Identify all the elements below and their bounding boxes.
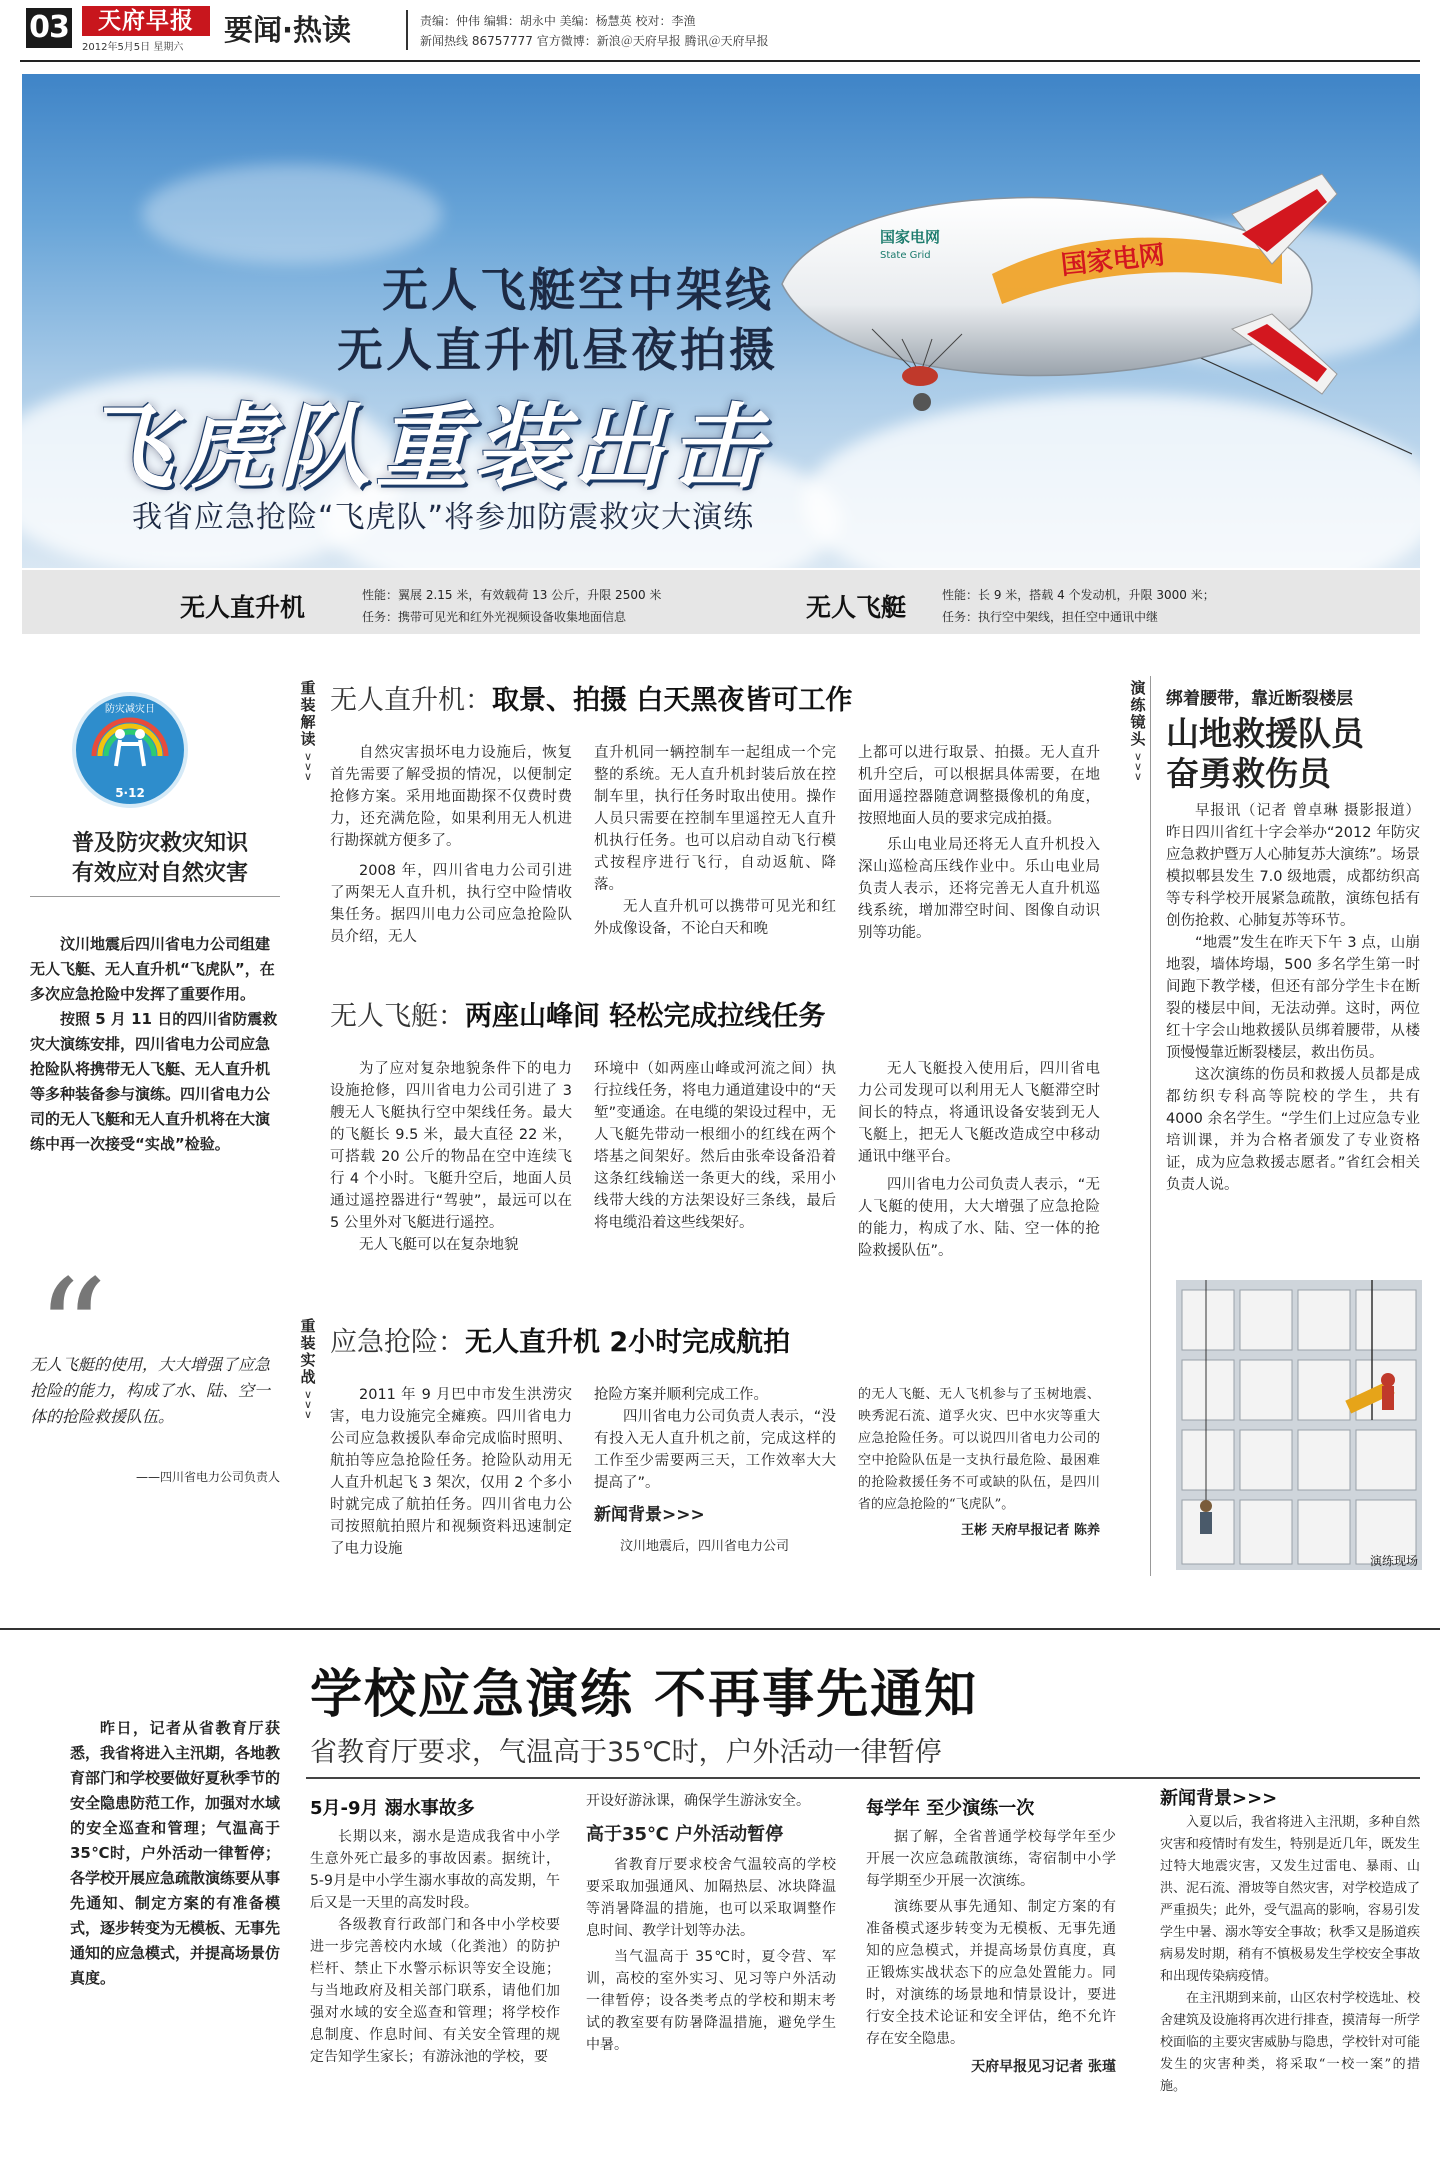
paragraph: 演练要从事先通知、制定方案的有准备模式逐步转变为无模板、无事先通知的应急模式，并提高场景仿真度，真正锻炼实战状态下的应急处置能力。同时，对演练的场景地和情景设计，要进行安全技术论证和安全评估，绝不允许存在安全隐患。	[866, 1899, 1116, 2047]
paragraph: 在主汛期到来前，山区农村学校选址、校舍建筑及设施将再次进行排查，摸清每一所学校面临的主要灾害威胁与隐患，学校针对可能发生的灾害种类，将采取“一校一案”的措施。	[1160, 1991, 1421, 2094]
school-news-background	[1160, 1812, 1420, 2098]
airship-spec-performance: 性能：长 9 米，搭载 4 个发动机，升限 3000 米；	[942, 588, 1215, 602]
airship-slogan: 国家电网	[1059, 240, 1167, 281]
intro-paragraph: 按照 5 月 11 日的四川省防震救灾大演练安排，四川省电力公司应急抢险队将携带无人飞艇、无人直升机等多种装备参与演练。四川省电力公司的无人飞艇和无人直升机将在大演练中再一次接受“实战”检验。	[30, 1010, 278, 1153]
quote-source: ——四川省电力公司负责人	[135, 1470, 280, 1484]
article3-title	[330, 1320, 790, 1359]
paragraph: 汶川地震后，四川省电力公司	[620, 1539, 790, 1554]
paragraph: 各级教育行政部门和各中小学校要进一步完善校内水域（化粪池）的防护栏杆、禁止下水警示标识等安全设施；与当地政府及相关部门联系，请他们加强对水域的安全巡查和管理；将学校作息制度、作息时间、有关安全管理的规定告知学生家长；有游泳池的学校，要	[310, 1917, 560, 2065]
paragraph: 无人直升机可以携带可见光和红外成像设备，不论白天和晚	[594, 899, 836, 937]
drill-title-line-1: 山地救援队员	[1166, 714, 1364, 753]
school-subheadline: 省教育厅要求，气温高于35℃时，户外活动一律暂停	[310, 1737, 942, 1768]
header-rule	[20, 60, 1420, 62]
airship-brand-en-label: State Grid	[880, 250, 931, 261]
paragraph: 的无人飞艇、无人飞机参与了玉树地震、映秀泥石流、道孚火灾、巴中水灾等重大应急抢险任务。可以说四川省电力公司的空中抢险队伍是一支执行最危险、最困难的抢险救援任务不可或缺的队伍，是四川省的应急抢险的“飞虎队”。	[858, 1387, 1100, 1512]
editor-credits: 责编：仲伟 编辑：胡永中 美编：杨慧英 校对：李渔	[420, 14, 696, 28]
school-subhead-2: 高于35℃ 户外活动暂停	[586, 1824, 784, 1845]
paragraph: 为了应对复杂地貌条件下的电力设施抢修，四川省电力公司引进了 3 艘无人飞艇执行空中架线任务。最大的飞艇长 9.5 米，最大直径 22 米，可搭载 20 公斤的物品在空中连续飞行 4 个小时。飞艇升空后，地面人员通过遥控器进行“驾驶”，最远可以在 5 公里外对飞艇进行遥控。	[330, 1061, 572, 1231]
page-number: 03	[26, 8, 72, 48]
chevron-down-icon: ∨ ∨ ∨	[303, 750, 313, 783]
article2-title	[330, 994, 825, 1033]
issue-date: 2012年5月5日 星期六	[82, 42, 184, 53]
article1-title-main: 取景、拍摄 白天黑夜皆可工作	[492, 685, 853, 716]
main-headline: 飞虎队重装出击	[82, 394, 769, 501]
school-col1	[310, 1826, 560, 2068]
logo-text: 防灾减灾日	[105, 704, 155, 715]
header-divider	[406, 10, 408, 50]
article3-col2	[594, 1384, 836, 1558]
article1-title	[330, 678, 852, 717]
article3-title-main: 无人直升机 2小时完成航拍	[465, 1327, 791, 1358]
school-intro: 昨日，记者从省教育厅获悉，我省将进入主汛期，各地教育部门和学校要做好夏秋季节的安全隐患防范工作，加强对水域的安全巡查和管理；气温高于 35℃时，户外活动一律暂停；各学校开展应急疏散演练要从事先通知、制定方案的有准备模式，逐步转变为无模板、无事先通知的应急模式，并提高场景仿真度。	[70, 1719, 281, 1987]
paragraph: 无人飞艇可以在复杂地貌	[359, 1237, 519, 1253]
school-col2	[586, 1790, 836, 2056]
intro-text	[30, 932, 280, 1157]
drill-kicker: 绑着腰带，靠近断裂楼层	[1166, 689, 1353, 709]
paragraph: 2011 年 9 月巴中市发生洪涝灾害，电力设施完全瘫痪。四川省电力公司应急救援队奉命完成临时照明、航拍等应急抢险任务。抢险队动用无人直升机起飞 3 架次，仅用 2 个多小时就完成了航拍任务。四川省电力公司按照航拍照片和视频资料迅速制定了电力设施	[330, 1387, 572, 1557]
school-subhead-3: 每学年 至少演练一次	[866, 1798, 1035, 1819]
paragraph: 自然灾害损坏电力设施后，恢复首先需要了解受损的情况，以便制定抢修方案。采用地面勘探不仅费时费力，还充满危险，如果利用无人机进行勘探就方便多了。	[330, 745, 572, 849]
label-zhuangbei-shizhan: 重装实战	[300, 1317, 316, 1386]
paragraph: 据了解，全省普通学校每学年至少开展一次应急疏散演练，寄宿制中小学每学期至少开展一次演练。	[866, 1829, 1116, 1889]
airship-brand-label: 国家电网	[880, 228, 941, 246]
engine-pod	[913, 393, 931, 411]
school-news-background-label: 新闻背景>>>	[1160, 1788, 1278, 1809]
paragraph: 直升机同一辆控制车一起组成一个完整的系统。无人直升机封装后放在控制车里，执行任务时取出使用。操作人员只需要在控制车里遥控无人直升机执行任务。也可以启动自动飞行模式按程序进行飞行，自动返航、降落。	[594, 745, 836, 893]
article2-col2	[594, 1058, 836, 1234]
helicopter-spec-task: 任务：携带可见光和红外光视频设备收集地面信息	[362, 610, 627, 624]
chevron-down-icon: ∨ ∨ ∨	[1133, 750, 1143, 783]
gondola	[902, 366, 938, 386]
section-title: 要闻·热读	[224, 13, 352, 47]
byline: 天府早报见习记者 张瑾	[971, 2059, 1116, 2075]
drill-photo	[1176, 1280, 1422, 1570]
headline-line-1: 无人飞艇空中架线	[382, 263, 774, 317]
school-headline: 学校应急演练 不再事先通知	[310, 1665, 979, 1725]
article1-title-prefix: 无人直升机：	[330, 685, 492, 716]
byline: 王彬 天府早报记者 陈养	[960, 1523, 1100, 1538]
article2-title-prefix: 无人飞艇：	[330, 1001, 465, 1032]
photo-caption: 演练现场	[1369, 1554, 1418, 1568]
building-rescue-photo	[1176, 1280, 1422, 1570]
paragraph: 早报讯（记者 曾卓琳 摄影报道）昨日四川省红十字会举办“2012 年防灾应急救护暨万人心肺复苏大演练”。场景模拟郫县发生 7.0 级地震，成都纺织高等专科学校开展紧急疏散，演练包括有创伤抢救、心肺复苏等环节。	[1166, 803, 1421, 929]
sub-headline: 我省应急抢险“飞虎队”将参加防震救灾大演练	[132, 500, 755, 535]
cloud	[142, 164, 442, 264]
paragraph: 上都可以进行取景、拍摄。无人直升机升空后，可以根据具体需要，在地面用遥控器随意调整摄像机的角度，按照地面人员的要求完成拍摄。	[858, 745, 1100, 827]
helicopter-spec-performance: 性能：翼展 2.15 米，有效载荷 13 公斤，升限 2500 米	[362, 588, 662, 602]
divider	[306, 1777, 1420, 1779]
school-subhead-1: 5月-9月 溺水事故多	[310, 1798, 475, 1819]
article2-col3	[858, 1058, 1100, 1262]
section-divider	[0, 1628, 1440, 1630]
article3-col1	[330, 1384, 572, 1560]
helicopter-spec-name: 无人直升机	[180, 593, 306, 622]
chevron-down-icon: ∨ ∨ ∨	[303, 1388, 313, 1421]
article1-col3	[858, 742, 1100, 944]
school-col3	[866, 1826, 1116, 2078]
article1-col2	[594, 742, 836, 940]
paragraph: 四川省电力公司负责人表示，“无人飞艇的使用，大大增强了应急抢险的能力，构成了水、陆、空一体的抢险救援队伍”。	[858, 1177, 1100, 1259]
drill-article	[1166, 800, 1420, 1196]
column-divider	[1150, 676, 1151, 1576]
paragraph: 长期以来，溺水是造成我省中小学生意外死亡最多的事故因素。据统计，5-9月是中小学生溺水事故的高发期，午后又是一天里的高发时段。	[310, 1829, 560, 1911]
article2-col1	[330, 1058, 572, 1256]
divider	[30, 896, 280, 897]
pull-quote: 无人飞艇的使用，大大增强了应急抢险的能力，构成了水、陆、空一体的抢险救援队伍。	[30, 1355, 271, 1426]
article3-col3	[858, 1384, 1100, 1542]
logo-caption-line-1: 普及防灾救灾知识	[71, 831, 248, 856]
paragraph: 这次演练的伤员和救援人员都是成都纺织专科高等院校的学生，共有 4000 余名学生。“学生们上过应急专业培训课，并为合格者颁发了专业资格证，成为应急救援志愿者。”省红会相关负责人说。	[1166, 1067, 1420, 1193]
paragraph: 环境中（如两座山峰或河流之间）执行拉线任务，将电力通道建设中的“天堑”变通途。在电缆的架设过程中，无人飞艇先带动一根细小的红线在两个塔基之间架好。然后由张牵设备沿着这条红线输送一条更大的线，采用小线带大线的方法架设好三条线，最后将电缆沿着这些线架好。	[594, 1061, 836, 1231]
airship-spec-task: 任务：执行空中架线，担任空中通讯中继	[942, 610, 1159, 624]
news-background-label: 新闻背景>>>	[594, 1505, 705, 1525]
quote-mark-icon: “	[36, 1250, 108, 1413]
logo-date: 5·12	[115, 786, 145, 800]
news-hotline: 新闻热线 86757777 官方微博：新浪＠天府早报 腾讯＠天府早报	[420, 34, 769, 48]
label-yanlian-jingtou: 演练镜头	[1130, 679, 1146, 748]
article2-title-main: 两座山峰间 轻松完成拉线任务	[465, 1001, 826, 1032]
airship-illustration	[762, 154, 1412, 514]
intro-paragraph: 汶川地震后四川省电力公司组建无人飞艇、无人直升机“飞虎队”，在多次应急抢险中发挥了重要作用。	[30, 935, 275, 1003]
paragraph: “地震”发生在昨天下午 3 点，山崩地裂，墙体垮塌，500 多名学生第一时间跑下教学楼，但还有部分学生卡在断裂的楼层中间，无法动弹。这时，两位红十字会山地救援队员绑着腰带，从楼顶慢慢靠近断裂楼层，救出伤员。	[1166, 935, 1420, 1061]
label-zhuangbei-jiedu: 重装解读	[300, 679, 316, 748]
feature-banner	[22, 74, 1420, 568]
logo-caption-line-2: 有效应对自然灾害	[71, 861, 248, 886]
headline-line-2: 无人直升机昼夜拍摄	[337, 323, 778, 377]
paragraph: 当气温高于 35℃时，夏令营、军训，高校的室外实习、见习等户外活动一律暂停；设各类考点的学校和期末考试的教室要有防暑降温措施，避免学生中暑。	[586, 1949, 836, 2053]
drill-title-line-2: 奋勇救伤员	[1166, 754, 1331, 793]
paragraph: 开设好游泳课，确保学生游泳安全。	[586, 1793, 810, 1809]
paragraph: 无人飞艇投入使用后，四川省电力公司发现可以利用无人飞艇滞空时间长的特点，将通讯设备安装到无人飞艇上，把无人飞艇改造成空中移动通讯中继平台。	[858, 1061, 1100, 1165]
paragraph: 抢险方案并顺利完成工作。	[594, 1387, 768, 1403]
paper-logo: 天府早报	[82, 6, 210, 36]
airship-spec-name: 无人飞艇	[806, 593, 907, 622]
paragraph: 乐山电业局还将无人直升机投入深山巡检高压线作业中。乐山电业局负责人表示，还将完善无人直升机巡线系统，增加滞空时间、图像自动识别等功能。	[858, 837, 1100, 941]
paragraph: 2008 年，四川省电力公司引进了两架无人直升机，执行空中险情收集任务。据四川电力公司应急抢险队员介绍，无人	[330, 863, 572, 945]
article3-title-prefix: 应急抢险：	[330, 1327, 465, 1358]
paragraph: 省教育厅要求校舍气温较高的学校要采取加强通风、加隔热层、冰块降温等消暑降温的措施，也可以采取调整作息时间、教学计划等办法。	[586, 1857, 836, 1939]
paragraph: 四川省电力公司负责人表示，“没有投入无人直升机之前，完成这样的工作至少需要两三天，工作效率大大提高了”。	[594, 1409, 836, 1491]
article1-col1	[330, 742, 572, 948]
paragraph: 入夏以后，我省将进入主汛期，多种自然灾害和疫情时有发生，特别是近几年，既发生过特大地震灾害，又发生过雷电、暴雨、山洪、泥石流、滑坡等自然灾害，对学校造成了严重损失；此外，受气温高的影响，容易引发学生中暑、溺水等安全事故；秋季又是肠道疾病易发时期，稍有不慎极易发生学校安全事故和出现传染病疫情。	[1160, 1815, 1421, 1984]
